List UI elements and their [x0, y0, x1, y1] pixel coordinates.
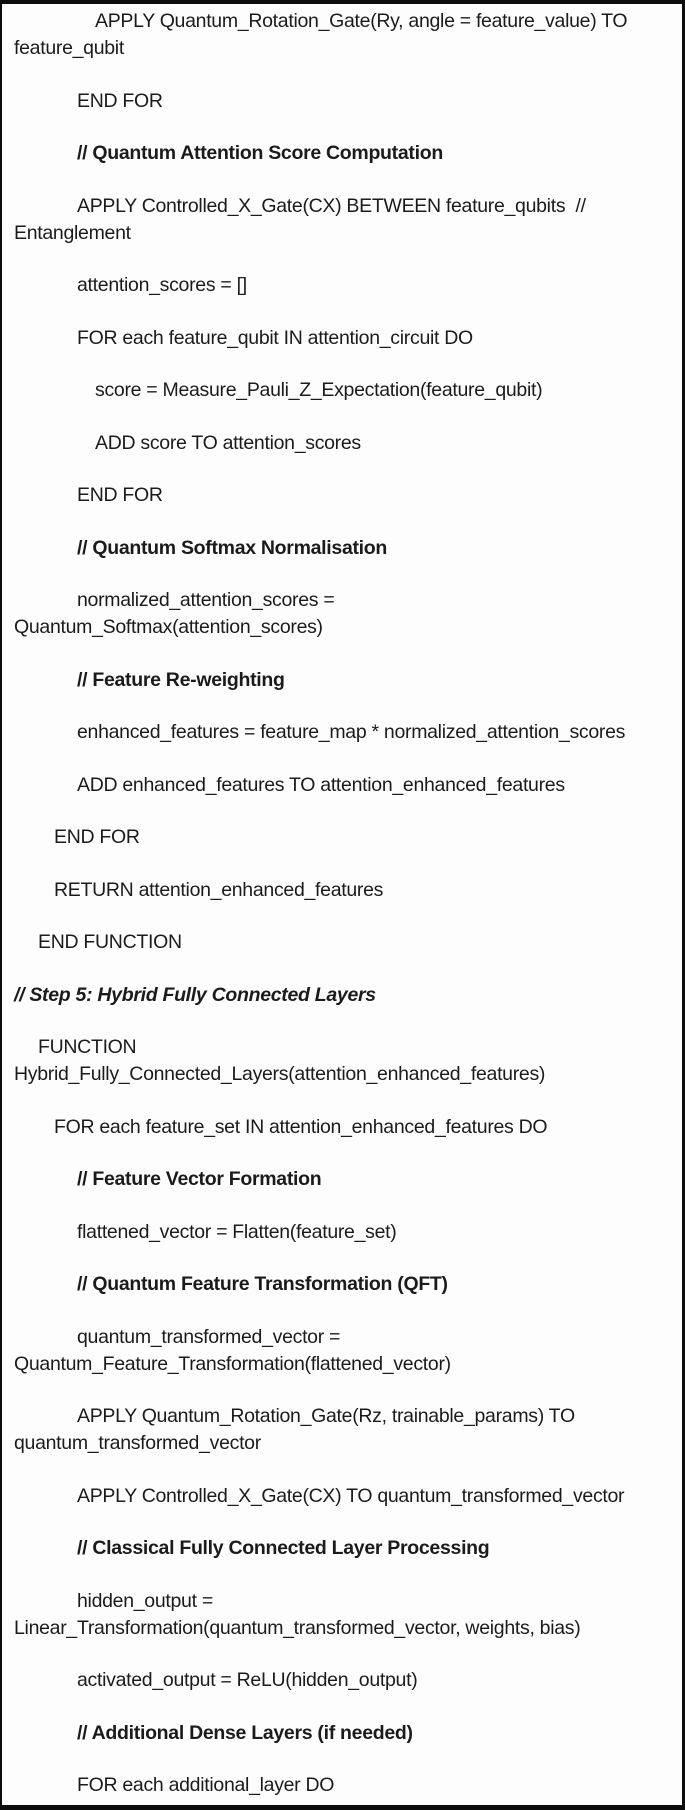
code-line: score = Measure_Pauli_Z_Expectation(feature_qubit) [95, 379, 543, 401]
code-line-continuation: Quantum_Softmax(attention_scores) [14, 616, 323, 638]
code-line: enhanced_features = feature_map * normalized_attention_scores [77, 721, 626, 743]
code-line: quantum_transformed_vector = [77, 1325, 341, 1348]
code-line: APPLY Quantum_Rotation_Gate(Ry, angle = feature_value) TO [95, 10, 628, 32]
code-line: END FOR [77, 89, 163, 112]
code-line: END FUNCTION [38, 931, 182, 953]
code-line-continuation: Linear_Transformation(quantum_transformed_vector, weights, bias) [14, 1616, 581, 1639]
code-line: FOR each additional_layer DO [77, 1774, 335, 1796]
code-line: FOR each feature_qubit IN attention_circuit DO [77, 326, 473, 349]
code-line: RETURN attention_enhanced_features [54, 878, 384, 901]
code-line: attention_scores = [] [77, 274, 247, 296]
code-line: APPLY Controlled_X_Gate(CX) TO quantum_transformed_vector [77, 1484, 625, 1507]
code-line: activated_output = ReLU(hidden_output) [77, 1669, 418, 1691]
code-line: APPLY Quantum_Rotation_Gate(Rz, trainable_params) TO [77, 1405, 575, 1427]
comment-line: // Additional Dense Layers (if needed) [77, 1721, 413, 1744]
comment-line: // Quantum Softmax Normalisation [77, 536, 388, 559]
comment-line: // Quantum Feature Transformation (QFT) [77, 1273, 448, 1295]
code-line-continuation: Entanglement [14, 221, 131, 244]
comment-line: // Quantum Attention Score Computation [77, 142, 443, 164]
section-comment-line: // Step 5: Hybrid Fully Connected Layers [14, 983, 376, 1006]
code-line: END FOR [54, 826, 140, 848]
code-line: normalized_attention_scores = [77, 589, 335, 611]
code-line: ADD score TO attention_scores [95, 431, 361, 454]
comment-line: // Feature Re-weighting [77, 668, 285, 691]
code-line-continuation: quantum_transformed_vector [14, 1432, 261, 1454]
code-line: ADD enhanced_features TO attention_enhanced_features [77, 773, 565, 796]
code-line: FOR each feature_set IN attention_enhanced_features DO [54, 1115, 548, 1138]
code-line: flattened_vector = Flatten(feature_set) [77, 1220, 397, 1243]
code-line: END FOR [77, 484, 163, 506]
code-line: hidden_output = [77, 1589, 213, 1612]
code-line-continuation: Quantum_Feature_Transformation(flattened_vector) [14, 1352, 451, 1375]
code-line-continuation: Hybrid_Fully_Connected_Layers(attention_enhanced_features) [14, 1063, 546, 1085]
comment-line: // Feature Vector Formation [77, 1168, 322, 1190]
pseudocode-block [2, 4, 682, 1799]
code-line-continuation: feature_qubit [14, 37, 124, 59]
comment-line: // Classical Fully Connected Layer Processing [77, 1537, 490, 1559]
code-line: FUNCTION [38, 1036, 137, 1058]
code-line: APPLY Controlled_X_Gate(CX) BETWEEN feature_qubits // [77, 194, 586, 217]
